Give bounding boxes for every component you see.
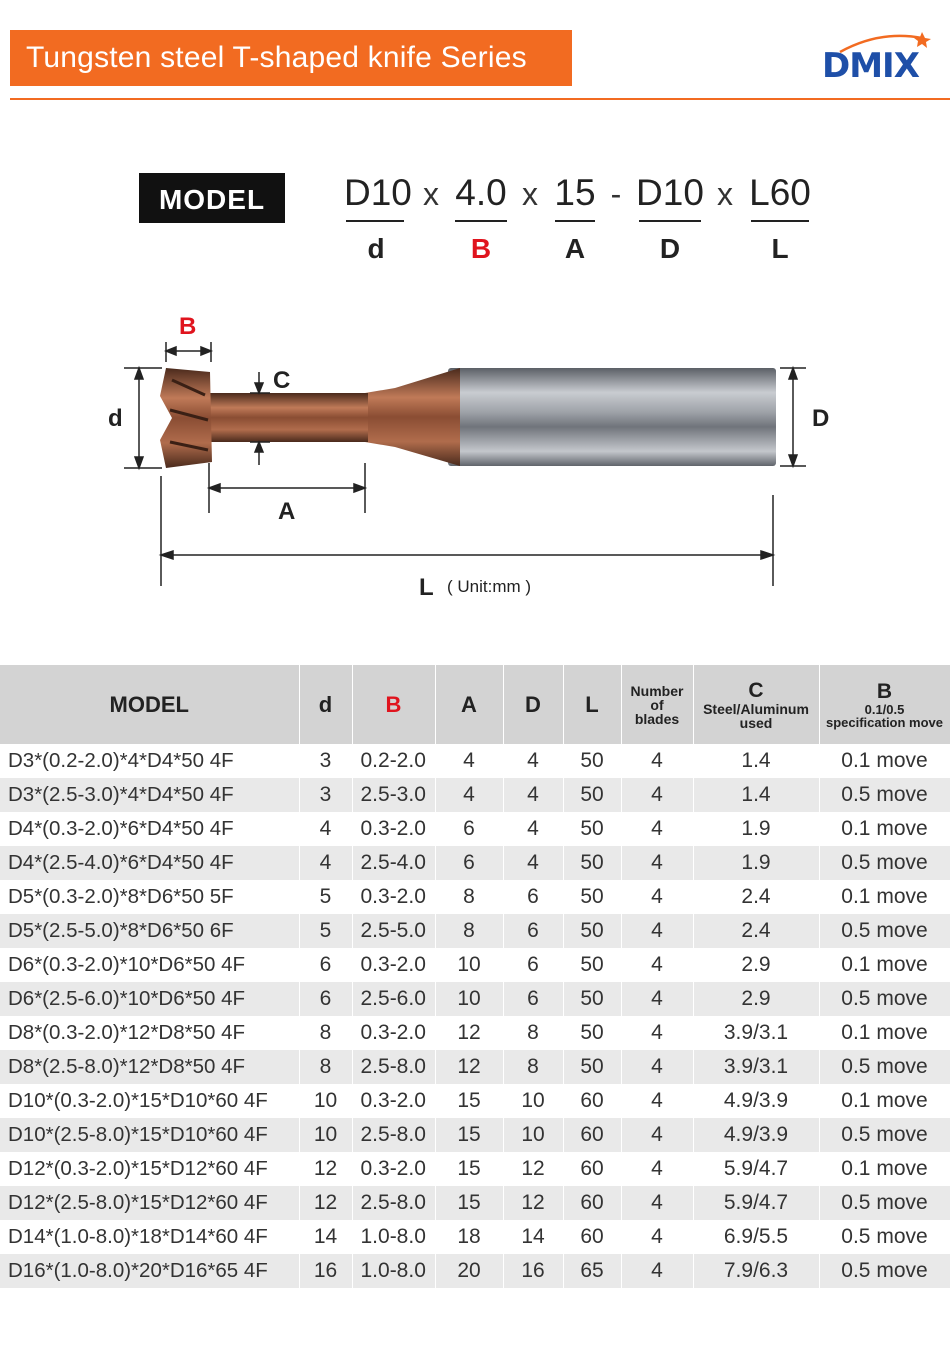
code-separator: x <box>717 176 733 212</box>
cell-model: D6*(0.3-2.0)*10*D6*50 4F <box>0 948 299 982</box>
code-underline <box>346 220 404 222</box>
cell-c: 4.9/3.9 <box>693 1118 819 1152</box>
table-row <box>0 1016 950 1050</box>
col-header-a: A <box>435 665 503 744</box>
cell-dd: 4 <box>503 778 563 812</box>
cell-c: 3.9/3.1 <box>693 1050 819 1084</box>
cell-dd: 16 <box>503 1254 563 1288</box>
code-part-d: D10 <box>344 172 412 213</box>
table-row <box>0 812 950 846</box>
cell-b-move: 0.1 move <box>819 1084 950 1118</box>
col-header-c <box>693 665 819 744</box>
col-header-model: MODEL <box>0 665 299 744</box>
cell-l: 60 <box>563 1152 621 1186</box>
cell-dd: 6 <box>503 982 563 1016</box>
tool-drawing <box>0 300 950 620</box>
cell-a: 8 <box>435 880 503 914</box>
cell-model: D16*(1.0-8.0)*20*D16*65 4F <box>0 1254 299 1288</box>
cell-model: D3*(0.2-2.0)*4*D4*50 4F <box>0 744 299 778</box>
cell-dd: 10 <box>503 1118 563 1152</box>
code-part-dd: D10 <box>636 172 704 213</box>
cell-c: 6.9/5.5 <box>693 1220 819 1254</box>
cell-model: D8*(2.5-8.0)*12*D8*50 4F <box>0 1050 299 1084</box>
cell-b: 2.5-8.0 <box>352 1050 435 1084</box>
tool-thin-neck <box>208 393 368 442</box>
code-letter-d: d <box>367 233 385 264</box>
cell-b: 1.0-8.0 <box>352 1220 435 1254</box>
series-title-banner: Tungsten steel T-shaped knife Series <box>10 30 572 86</box>
cell-d: 4 <box>299 846 352 880</box>
b-move-header-title: B <box>876 679 893 703</box>
cell-d: 3 <box>299 744 352 778</box>
col-header-blades <box>621 665 693 744</box>
cell-a: 4 <box>435 778 503 812</box>
cell-l: 50 <box>563 744 621 778</box>
cell-a: 6 <box>435 812 503 846</box>
cell-d: 8 <box>299 1050 352 1084</box>
code-underline <box>455 220 507 222</box>
code-letter-dd: D <box>659 233 681 264</box>
cell-model: D12*(2.5-8.0)*15*D12*60 4F <box>0 1186 299 1220</box>
table-row <box>0 1084 950 1118</box>
cell-a: 6 <box>435 846 503 880</box>
cell-d: 6 <box>299 982 352 1016</box>
cell-b-move: 0.1 move <box>819 812 950 846</box>
c-header-sub: used <box>739 714 773 731</box>
cell-blades: 4 <box>621 1254 693 1288</box>
cell-dd: 6 <box>503 880 563 914</box>
dim-label-b: B <box>179 313 197 340</box>
cell-l: 60 <box>563 1118 621 1152</box>
cell-d: 5 <box>299 880 352 914</box>
code-underline <box>639 220 701 222</box>
cell-dd: 4 <box>503 744 563 778</box>
cell-d: 5 <box>299 914 352 948</box>
brand-logo <box>822 28 942 86</box>
table-row <box>0 1152 950 1186</box>
cell-b: 0.3-2.0 <box>352 948 435 982</box>
code-part-a: 15 <box>554 172 596 213</box>
brand-name: DMIX <box>822 46 919 86</box>
cell-c: 1.4 <box>693 778 819 812</box>
cell-model: D4*(2.5-4.0)*6*D4*50 4F <box>0 846 299 880</box>
b-move-header-sub: 0.1/0.5 <box>864 701 905 717</box>
dim-label-a: A <box>278 498 296 525</box>
cell-blades: 4 <box>621 778 693 812</box>
cell-l: 50 <box>563 948 621 982</box>
code-part-b: 4.0 <box>455 172 507 213</box>
cell-b-move: 0.5 move <box>819 914 950 948</box>
cell-a: 15 <box>435 1084 503 1118</box>
dim-label-d: d <box>108 405 123 432</box>
cell-l: 50 <box>563 812 621 846</box>
tool-shank <box>448 368 776 466</box>
cell-dd: 6 <box>503 948 563 982</box>
cell-model: D3*(2.5-3.0)*4*D4*50 4F <box>0 778 299 812</box>
cell-dd: 12 <box>503 1186 563 1220</box>
header-divider <box>10 98 950 100</box>
cell-a: 10 <box>435 948 503 982</box>
cell-b: 2.5-3.0 <box>352 778 435 812</box>
cell-model: D10*(2.5-8.0)*15*D10*60 4F <box>0 1118 299 1152</box>
cell-blades: 4 <box>621 1118 693 1152</box>
spec-table <box>0 665 950 1288</box>
cell-a: 15 <box>435 1186 503 1220</box>
cell-d: 10 <box>299 1118 352 1152</box>
table-row <box>0 880 950 914</box>
table-row <box>0 1118 950 1152</box>
cell-d: 12 <box>299 1186 352 1220</box>
cell-b: 0.3-2.0 <box>352 1152 435 1186</box>
cell-c: 1.9 <box>693 846 819 880</box>
cell-b-move: 0.1 move <box>819 1152 950 1186</box>
table-row <box>0 914 950 948</box>
cell-b: 0.3-2.0 <box>352 1016 435 1050</box>
code-part-l: L60 <box>749 172 811 213</box>
cell-model: D14*(1.0-8.0)*18*D14*60 4F <box>0 1220 299 1254</box>
table-row <box>0 982 950 1016</box>
cell-b: 0.3-2.0 <box>352 812 435 846</box>
cell-b: 2.5-4.0 <box>352 846 435 880</box>
code-letter-b: B <box>470 233 492 264</box>
cell-a: 12 <box>435 1050 503 1084</box>
cell-b-move: 0.5 move <box>819 846 950 880</box>
cell-dd: 10 <box>503 1084 563 1118</box>
cell-blades: 4 <box>621 982 693 1016</box>
col-header-b-move <box>819 665 950 744</box>
cell-b-move: 0.1 move <box>819 880 950 914</box>
cell-dd: 6 <box>503 914 563 948</box>
cell-a: 15 <box>435 1152 503 1186</box>
blades-header-line: Number <box>630 682 684 699</box>
cell-b-move: 0.1 move <box>819 948 950 982</box>
cell-b-move: 0.5 move <box>819 1254 950 1288</box>
cell-a: 4 <box>435 744 503 778</box>
cell-b-move: 0.5 move <box>819 1186 950 1220</box>
table-header-row <box>0 665 950 744</box>
cell-l: 50 <box>563 914 621 948</box>
cell-l: 65 <box>563 1254 621 1288</box>
cell-blades: 4 <box>621 744 693 778</box>
code-separator: - <box>610 176 622 212</box>
cell-b: 2.5-6.0 <box>352 982 435 1016</box>
cell-blades: 4 <box>621 1186 693 1220</box>
cell-a: 20 <box>435 1254 503 1288</box>
col-header-dd: D <box>503 665 563 744</box>
cell-l: 60 <box>563 1220 621 1254</box>
cell-l: 60 <box>563 1084 621 1118</box>
cell-a: 15 <box>435 1118 503 1152</box>
cell-b: 2.5-8.0 <box>352 1186 435 1220</box>
cell-blades: 4 <box>621 812 693 846</box>
cell-l: 50 <box>563 982 621 1016</box>
cell-c: 2.9 <box>693 982 819 1016</box>
code-underline <box>555 220 595 222</box>
cell-dd: 8 <box>503 1050 563 1084</box>
dim-label-l: L <box>419 574 434 601</box>
cell-model: D10*(0.3-2.0)*15*D10*60 4F <box>0 1084 299 1118</box>
col-header-d: d <box>299 665 352 744</box>
cell-d: 14 <box>299 1220 352 1254</box>
c-header-title: C <box>748 678 764 702</box>
cell-b: 0.3-2.0 <box>352 880 435 914</box>
col-header-b: B <box>352 665 435 744</box>
cell-b: 1.0-8.0 <box>352 1254 435 1288</box>
cell-d: 12 <box>299 1152 352 1186</box>
cell-blades: 4 <box>621 1050 693 1084</box>
table-row <box>0 778 950 812</box>
cell-blades: 4 <box>621 846 693 880</box>
code-letter-l: L <box>771 233 789 264</box>
cell-dd: 14 <box>503 1220 563 1254</box>
table-row <box>0 1050 950 1084</box>
cell-model: D8*(0.3-2.0)*12*D8*50 4F <box>0 1016 299 1050</box>
cell-l: 60 <box>563 1186 621 1220</box>
blades-header-line: of <box>650 696 664 713</box>
cell-blades: 4 <box>621 914 693 948</box>
cell-dd: 4 <box>503 812 563 846</box>
table-row <box>0 948 950 982</box>
cell-a: 8 <box>435 914 503 948</box>
code-underline <box>751 220 809 222</box>
cell-b: 2.5-5.0 <box>352 914 435 948</box>
cell-model: D6*(2.5-6.0)*10*D6*50 4F <box>0 982 299 1016</box>
cell-dd: 4 <box>503 846 563 880</box>
cell-dd: 8 <box>503 1016 563 1050</box>
dim-label-dd: D <box>812 405 830 432</box>
cell-d: 6 <box>299 948 352 982</box>
cell-c: 5.9/4.7 <box>693 1152 819 1186</box>
cell-d: 8 <box>299 1016 352 1050</box>
spec-table-body <box>0 744 950 1288</box>
cell-b: 2.5-8.0 <box>352 1118 435 1152</box>
cell-blades: 4 <box>621 948 693 982</box>
cell-d: 16 <box>299 1254 352 1288</box>
model-badge: MODEL <box>139 173 285 223</box>
cell-blades: 4 <box>621 1084 693 1118</box>
dim-label-c: C <box>273 367 291 394</box>
blades-header-line: blades <box>634 710 680 727</box>
cell-model: D4*(0.3-2.0)*6*D4*50 4F <box>0 812 299 846</box>
col-header-l: L <box>563 665 621 744</box>
cell-model: D5*(2.5-5.0)*8*D6*50 6F <box>0 914 299 948</box>
table-row <box>0 1254 950 1288</box>
cell-b-move: 0.1 move <box>819 744 950 778</box>
unit-note: ( Unit:mm ) <box>447 577 532 596</box>
cell-c: 1.9 <box>693 812 819 846</box>
cell-b-move: 0.5 move <box>819 778 950 812</box>
cell-b-move: 0.5 move <box>819 982 950 1016</box>
cell-c: 3.9/3.1 <box>693 1016 819 1050</box>
cell-b-move: 0.1 move <box>819 1016 950 1050</box>
tool-neck <box>365 368 460 466</box>
code-separator: x <box>522 176 538 212</box>
cell-c: 4.9/3.9 <box>693 1084 819 1118</box>
cell-blades: 4 <box>621 1016 693 1050</box>
cell-a: 12 <box>435 1016 503 1050</box>
cell-b-move: 0.5 move <box>819 1050 950 1084</box>
cell-dd: 12 <box>503 1152 563 1186</box>
cell-blades: 4 <box>621 880 693 914</box>
cell-l: 50 <box>563 880 621 914</box>
cell-l: 50 <box>563 778 621 812</box>
cell-c: 5.9/4.7 <box>693 1186 819 1220</box>
cell-a: 10 <box>435 982 503 1016</box>
cell-b-move: 0.5 move <box>819 1220 950 1254</box>
c-header-sub: Steel/Aluminum <box>703 700 809 717</box>
cell-blades: 4 <box>621 1152 693 1186</box>
cell-c: 2.4 <box>693 914 819 948</box>
cell-model: D5*(0.3-2.0)*8*D6*50 5F <box>0 880 299 914</box>
cell-l: 50 <box>563 1050 621 1084</box>
cell-l: 50 <box>563 846 621 880</box>
cell-c: 7.9/6.3 <box>693 1254 819 1288</box>
cell-l: 50 <box>563 1016 621 1050</box>
cell-blades: 4 <box>621 1220 693 1254</box>
cell-c: 1.4 <box>693 744 819 778</box>
cell-c: 2.4 <box>693 880 819 914</box>
table-row <box>0 744 950 778</box>
cell-a: 18 <box>435 1220 503 1254</box>
cell-b-move: 0.5 move <box>819 1118 950 1152</box>
code-separator: x <box>423 176 439 212</box>
cell-d: 3 <box>299 778 352 812</box>
cell-d: 10 <box>299 1084 352 1118</box>
table-row <box>0 1186 950 1220</box>
cell-c: 2.9 <box>693 948 819 982</box>
cell-b: 0.3-2.0 <box>352 1084 435 1118</box>
table-row <box>0 1220 950 1254</box>
cell-b: 0.2-2.0 <box>352 744 435 778</box>
code-letter-a: A <box>564 233 586 264</box>
cell-model: D12*(0.3-2.0)*15*D12*60 4F <box>0 1152 299 1186</box>
b-move-header-sub: specification move <box>825 714 944 730</box>
table-row <box>0 846 950 880</box>
cell-d: 4 <box>299 812 352 846</box>
